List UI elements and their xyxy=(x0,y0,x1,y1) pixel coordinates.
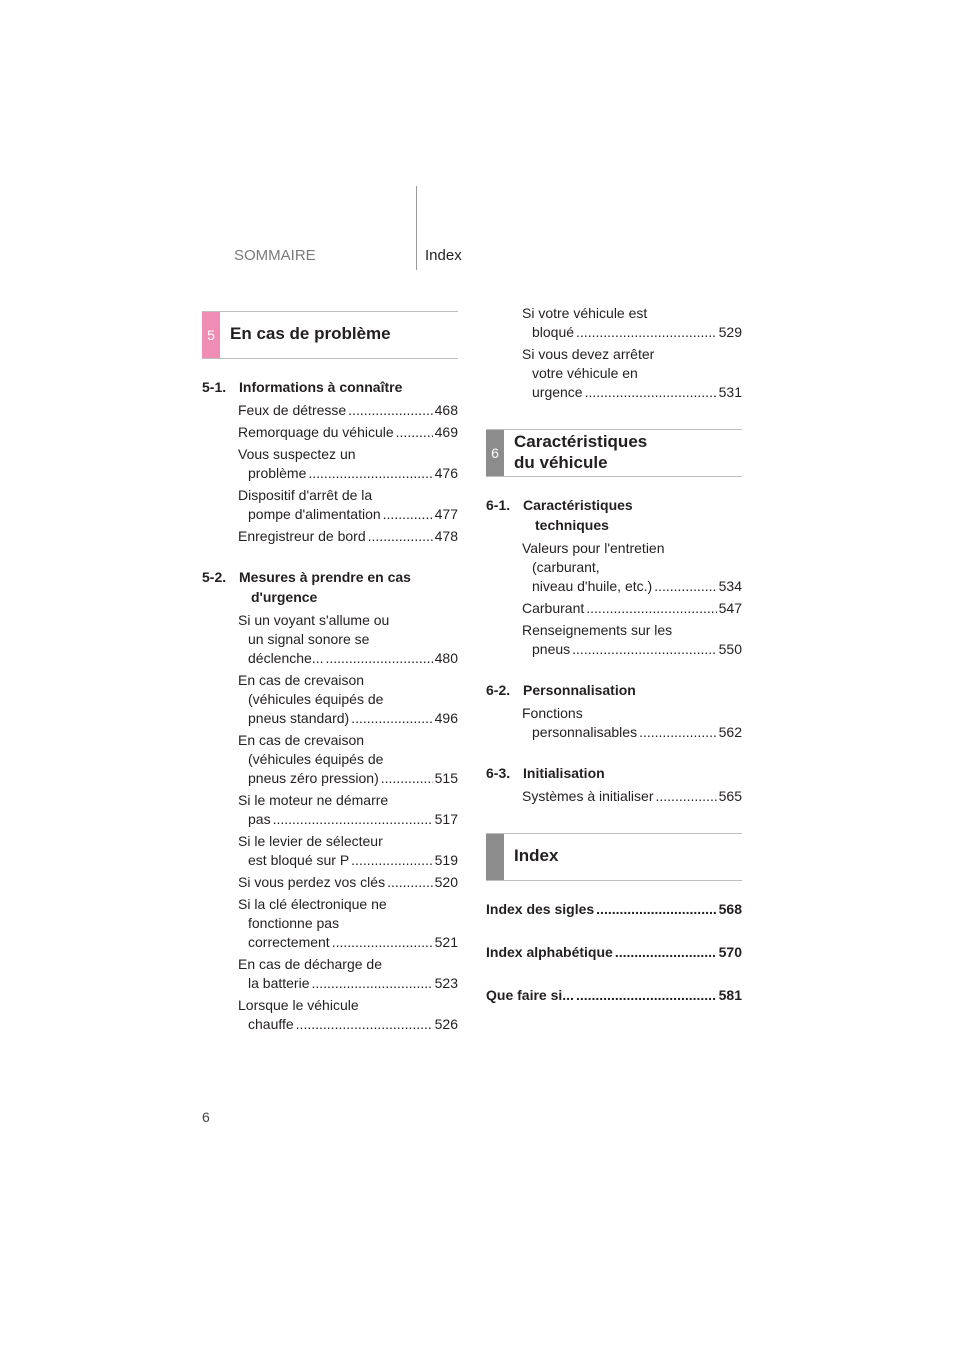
sommaire-link[interactable]: SOMMAIRE xyxy=(234,247,316,264)
chapter-title: Mesures à prendre en cas xyxy=(239,569,411,585)
chapter-5-1-heading xyxy=(202,377,458,397)
chapter-6-3-entries xyxy=(486,787,742,806)
toc-entry[interactable]: Renseignements sur les pneus ..... 550 xyxy=(522,621,742,659)
header-divider xyxy=(416,186,417,270)
toc-entry[interactable]: Lorsque le véhicule chauffe ..... 526 xyxy=(238,996,458,1034)
index-section-title: Index xyxy=(514,846,559,865)
section-6-toc xyxy=(486,495,742,806)
chapter-6-2-heading: 6-2. Personnalisation xyxy=(486,682,636,698)
toc-entry[interactable]: Fonctions personnalisables ..... 562 xyxy=(522,704,742,742)
index-tab xyxy=(486,834,504,880)
toc-entry[interactable]: En cas de crevaison (véhicules équipés de pneus standard) ..... 496 xyxy=(238,671,458,728)
toc-entry[interactable]: Feux de détresse ..... 468 xyxy=(238,401,458,420)
toc-entry[interactable]: Si le moteur ne démarre pas ..... 517 xyxy=(238,791,458,829)
toc-entry[interactable]: Remorquage du véhicule ..... 469 xyxy=(238,423,458,442)
chapter-title: Informations à connaître xyxy=(239,379,403,395)
toc-entry[interactable]: Enregistreur de bord ..... 478 xyxy=(238,527,458,546)
right-column-continuation xyxy=(522,304,742,402)
index-entry-alphabetique[interactable]: Index alphabétique ..... 570 xyxy=(486,943,742,962)
section-5-header xyxy=(202,311,458,359)
toc-entry[interactable]: Si le levier de sélecteur est bloqué sur P ..... 519 xyxy=(238,832,458,870)
index-link[interactable]: Index xyxy=(425,247,462,264)
toc-entry[interactable]: Si la clé électronique ne fonctionne pas correctement ..... 521 xyxy=(238,895,458,952)
index-entry-que-faire[interactable]: Que faire si... ..... 581 xyxy=(486,986,742,1005)
toc-entry[interactable]: Si vous perdez vos clés ..... 520 xyxy=(238,873,458,892)
toc-entry[interactable]: Vous suspectez un problème ..... 476 xyxy=(238,445,458,483)
chapter-6-1-entries xyxy=(486,539,742,659)
page-number: 6 xyxy=(202,1109,210,1125)
chapter-6-2-entries xyxy=(486,704,742,742)
chapter-6-3-heading: 6-3. Initialisation xyxy=(486,765,605,781)
toc-entry[interactable]: En cas de décharge de la batterie ..... 523 xyxy=(238,955,458,993)
toc-entry[interactable]: Dispositif d'arrêt de la pompe d'alimentation ..... 477 xyxy=(238,486,458,524)
section-6-tab: 6 xyxy=(486,430,504,476)
section-6-header xyxy=(486,429,742,477)
chapter-number: 5-2. xyxy=(202,569,227,585)
chapter-number: 5-1. xyxy=(202,379,227,395)
chapter-title-cont: d'urgence xyxy=(251,589,318,605)
toc-entry[interactable]: Si un voyant s'allume ou un signal sonore se déclenche... ..... 480 xyxy=(238,611,458,668)
toc-entry[interactable]: Si vous devez arrêter votre véhicule en urgence ..... 531 xyxy=(522,345,742,402)
chapter-6-1-heading: 6-1. Caractéristiques techniques xyxy=(486,497,633,533)
toc-entry[interactable]: En cas de crevaison (véhicules équipés de pneus zéro pression) ..... 515 xyxy=(238,731,458,788)
chapter-5-2-entries xyxy=(202,611,458,1034)
chapter-5-2-heading xyxy=(202,567,458,607)
toc-entry[interactable]: Systèmes à initialiser ..... 565 xyxy=(522,787,742,806)
toc-entry[interactable]: Carburant ..... 547 xyxy=(522,599,742,618)
section-5-tab: 5 xyxy=(202,312,220,358)
section-6-title: Caractéristiques du véhicule xyxy=(514,432,648,472)
index-entries xyxy=(486,900,742,1005)
index-section-header xyxy=(486,833,742,881)
index-entry-sigles[interactable]: Index des sigles ..... 568 xyxy=(486,900,742,919)
left-column-toc xyxy=(202,377,458,1034)
toc-entry[interactable]: Si votre véhicule est bloqué ..... 529 xyxy=(522,304,742,342)
chapter-5-1-entries xyxy=(202,401,458,546)
section-5-title: En cas de problème xyxy=(230,324,391,343)
toc-entry[interactable]: Valeurs pour l'entretien (carburant, niveau d'huile, etc.) ..... 534 xyxy=(522,539,742,596)
